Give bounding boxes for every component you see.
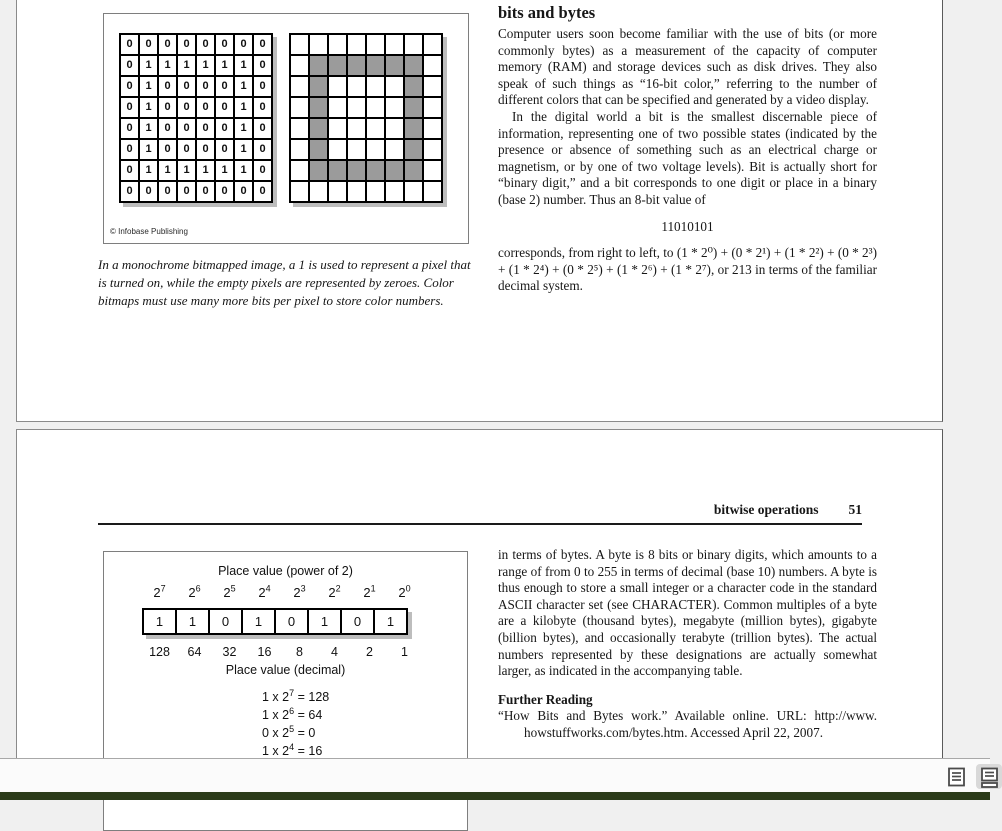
article-paragraph: In the digital world a bit is the smallest discernable piece of information, representing one of two possible states (indicated by the presence or absence of something such as an electrical charge or magnetism, or by one of two voltage levels). Bit is actually short for “binary digit,” and a bit corresponds to one digit or place in a binary (base 2) number. Thus an 8-bit value of <box>498 108 877 207</box>
bit-cell: 1 <box>178 161 195 180</box>
decimal-value: 1 <box>401 645 408 659</box>
bit-cell: 1 <box>235 56 252 75</box>
pixel-cell-on <box>310 140 327 159</box>
power-label: $2^4$ <box>258 583 271 600</box>
pixel-cell-off <box>386 77 403 96</box>
bit-cell: 0 <box>216 98 233 117</box>
byte-bit-cell: 1 <box>241 608 276 635</box>
pixel-cell-off <box>386 182 403 201</box>
pixel-cell-off <box>329 119 346 138</box>
pixel-cell-off <box>291 35 308 54</box>
bit-cell: 1 <box>235 98 252 117</box>
bit-cell: 1 <box>197 161 214 180</box>
pixel-cell-off <box>386 119 403 138</box>
article-heading: bits and bytes <box>498 3 596 22</box>
bit-cell: 0 <box>254 77 271 96</box>
pixel-cell-off <box>424 98 441 117</box>
running-header-title: bitwise operations <box>713 502 819 517</box>
pixel-cell-off <box>329 77 346 96</box>
pixel-cell-off <box>310 182 327 201</box>
calc-line: 1 x $2^4 = 16$ <box>262 741 323 758</box>
bit-cell: 0 <box>216 35 233 54</box>
pixel-cell-on <box>348 161 365 180</box>
power-label: $2^3$ <box>293 583 306 600</box>
bit-cell: 1 <box>159 161 176 180</box>
bit-cell: 0 <box>254 119 271 138</box>
pixel-cell-off <box>348 182 365 201</box>
bit-cell: 0 <box>178 119 195 138</box>
decimal-value: 64 <box>187 645 202 659</box>
decimal-value: 32 <box>222 645 237 659</box>
pixel-cell-off <box>348 98 365 117</box>
pixel-cell-on <box>367 56 384 75</box>
page-number: 51 <box>848 502 862 517</box>
bit-cell: 0 <box>159 119 176 138</box>
power-labels-row <box>142 585 422 600</box>
bit-cell: 0 <box>178 77 195 96</box>
bit-cell: 0 <box>178 182 195 201</box>
viewer-bottom-toolbar <box>0 758 990 792</box>
pixel-cell-off <box>291 98 308 117</box>
pixel-cell-off <box>424 140 441 159</box>
bit-cell: 0 <box>178 98 195 117</box>
bit-cell: 0 <box>197 182 214 201</box>
bit-cell: 0 <box>140 35 157 54</box>
bit-cells-row <box>142 608 408 635</box>
header-rule <box>98 523 862 525</box>
bit-cell: 0 <box>235 182 252 201</box>
pixel-cell-on <box>310 56 327 75</box>
bit-cell: 0 <box>216 140 233 159</box>
pixel-cell-on <box>386 56 403 75</box>
pixel-cell-on <box>310 98 327 117</box>
power-label: $2^0$ <box>398 583 411 600</box>
byte-bit-cell: 1 <box>307 608 342 635</box>
pixel-cell-off <box>386 35 403 54</box>
bit-cell: 1 <box>140 161 157 180</box>
bit-cell: 0 <box>159 98 176 117</box>
decimal-value: 2 <box>366 645 373 659</box>
bit-cell: 0 <box>159 182 176 201</box>
bit-cell: 1 <box>140 56 157 75</box>
reference-entry: “How Bits and Bytes work.” Available online. URL: http://www. howstuffworks.com/bytes.htm. Accessed April 22, 2007. <box>498 708 877 740</box>
decimal-values-row <box>142 645 422 659</box>
power-label: $2^1$ <box>363 583 376 600</box>
pixel-cell-on <box>329 161 346 180</box>
bit-cell: 0 <box>254 182 271 201</box>
pixel-cell-off <box>348 35 365 54</box>
pixel-cell-off <box>329 35 346 54</box>
pixel-cell-off <box>405 182 422 201</box>
pixel-cell-off <box>424 119 441 138</box>
bit-cell: 0 <box>121 140 138 159</box>
byte-bit-cell: 0 <box>274 608 309 635</box>
bit-cell: 0 <box>159 77 176 96</box>
pixel-cell-off <box>386 98 403 117</box>
bit-cell: 0 <box>178 35 195 54</box>
bit-cell: 0 <box>159 35 176 54</box>
pixel-cell-off <box>367 98 384 117</box>
bit-cell: 1 <box>235 140 252 159</box>
pixel-cell-off <box>424 77 441 96</box>
running-header <box>98 502 862 518</box>
power-label: $2^6$ <box>188 583 201 600</box>
pixel-cell-on <box>405 77 422 96</box>
power-label: $2^5$ <box>223 583 236 600</box>
pixel-cell-on <box>405 119 422 138</box>
bit-cell: 0 <box>140 182 157 201</box>
decimal-value: 16 <box>257 645 272 659</box>
pixel-cell-off <box>291 119 308 138</box>
bit-cell: 1 <box>197 56 214 75</box>
bit-cell: 0 <box>197 77 214 96</box>
pixel-cell-off <box>348 77 365 96</box>
article-paragraph: Computer users soon become familiar with the use of bits (or more commonly bytes) as a measurement of the capacity of computer memory (RAM) and storage devices such as disk drives. They also speak of such things as “16-bit color,” referring to the number of different colors that can be specified and generated by a video display. <box>498 26 877 108</box>
pixel-cell-off <box>291 56 308 75</box>
article-column-1 <box>498 3 877 295</box>
pixel-cell-on <box>310 161 327 180</box>
bit-cell: 0 <box>216 182 233 201</box>
byte-bit-cell: 1 <box>175 608 210 635</box>
document-page-1 <box>16 0 943 422</box>
document-page-2 <box>16 429 943 758</box>
bit-cell: 0 <box>216 77 233 96</box>
bit-grid <box>119 33 273 203</box>
pixel-cell-on <box>329 56 346 75</box>
bit-cell: 1 <box>235 119 252 138</box>
pixel-cell-off <box>291 161 308 180</box>
bit-cell: 0 <box>254 161 271 180</box>
bit-cell: 0 <box>121 77 138 96</box>
article-paragraph: corresponds, from right to left, to (1 * 2⁰) + (0 * 2¹) + (1 * 2²) + (0 * 2³) + (1 * 2⁴) + (0 * 2⁵) + (1 * 2⁶) + (1 * 2⁷), or 213 in terms of the familiar decimal system. <box>498 245 877 294</box>
bit-cell: 1 <box>235 77 252 96</box>
pixel-cell-on <box>405 56 422 75</box>
pixel-cell-on <box>405 140 422 159</box>
figure-bottom-caption: Place value (decimal) <box>225 663 346 677</box>
article-paragraph: in terms of bytes. A byte is 8 bits or binary digits, which amounts to a range of from 0 to 255 in terms of decimal (base 10) numbers. A byte is thus enough to store a small integer or a character code in the standard ASCII character set (see CHARACTER). Common multiples of a byte are a kilobyte (thousand bytes), megabyte (million bytes), gigabyte (billion bytes), and occasionally terabyte (trillion bytes). The actual numbers represented by these designations are actually somewhat larger, as indicated in the accompanying table. <box>498 547 877 679</box>
bit-cell: 1 <box>178 56 195 75</box>
pixel-cell-off <box>367 119 384 138</box>
figure-caption: In a monochrome bitmapped image, a 1 is used to represent a pixel that is turned on, while the empty pixels are represented by zeroes. Color bitmaps must use many more bits per pixel to store color numbers. <box>98 257 471 308</box>
pixel-cell-off <box>424 35 441 54</box>
bit-cell: 0 <box>121 161 138 180</box>
bit-cell: 0 <box>197 119 214 138</box>
pixel-cell-off <box>329 182 346 201</box>
decimal-value: 128 <box>149 645 170 659</box>
decimal-value: 4 <box>331 645 338 659</box>
pixel-cell-off <box>405 35 422 54</box>
pixel-grid <box>289 33 443 203</box>
bit-cell: 1 <box>235 161 252 180</box>
figure-credit: © Infobase Publishing <box>110 227 188 236</box>
bit-cell: 1 <box>140 98 157 117</box>
bit-cell: 0 <box>197 140 214 159</box>
power-label: $2^2$ <box>328 583 341 600</box>
pixel-cell-on <box>367 161 384 180</box>
continuous-page-view-button[interactable] <box>976 764 1002 789</box>
pixel-cell-off <box>291 140 308 159</box>
bit-cell: 1 <box>216 56 233 75</box>
bit-cell: 0 <box>254 35 271 54</box>
calc-line: 1 x $2^6 = 64$ <box>262 705 323 722</box>
pixel-cell-off <box>329 140 346 159</box>
bit-cell: 0 <box>197 98 214 117</box>
pixel-cell-off <box>367 140 384 159</box>
bit-cell: 0 <box>121 119 138 138</box>
pixel-cell-on <box>348 56 365 75</box>
bit-cell: 0 <box>121 182 138 201</box>
figure-top-caption: Place value (power of 2) <box>218 564 353 578</box>
bit-cell: 0 <box>254 98 271 117</box>
pixel-cell-on <box>386 161 403 180</box>
bit-cell: 1 <box>140 140 157 159</box>
pixel-cell-off <box>424 161 441 180</box>
bit-cell: 0 <box>121 56 138 75</box>
bit-cell: 1 <box>140 77 157 96</box>
bit-cell: 0 <box>121 35 138 54</box>
bit-cell: 0 <box>235 35 252 54</box>
pixel-cell-off <box>310 35 327 54</box>
pixel-cell-on <box>310 119 327 138</box>
bit-cell: 0 <box>178 140 195 159</box>
calc-line: 0 x $2^5 = 0$ <box>262 723 316 740</box>
bit-cell: 0 <box>254 140 271 159</box>
decimal-value: 8 <box>296 645 303 659</box>
byte-bit-cell: 1 <box>373 608 408 635</box>
further-reading-heading: Further Reading <box>498 691 593 707</box>
pixel-cell-off <box>291 182 308 201</box>
single-page-view-button[interactable] <box>943 764 969 789</box>
pixel-cell-off <box>348 119 365 138</box>
bit-cell: 0 <box>254 56 271 75</box>
article-column-2 <box>498 547 877 742</box>
pixel-cell-off <box>329 98 346 117</box>
calc-line: 1 x $2^7 = 128$ <box>262 687 330 704</box>
pixel-cell-off <box>367 35 384 54</box>
pixel-cell-off <box>424 182 441 201</box>
byte-bit-cell: 0 <box>208 608 243 635</box>
pixel-cell-on <box>405 98 422 117</box>
pixel-cell-off <box>291 77 308 96</box>
pixel-cell-off <box>367 182 384 201</box>
bit-cell: 1 <box>140 119 157 138</box>
bit-cell: 0 <box>216 119 233 138</box>
bitmap-figure <box>103 13 469 244</box>
taskbar <box>0 792 990 800</box>
bit-cell: 0 <box>121 98 138 117</box>
single-page-view-icon <box>947 767 966 787</box>
byte-bit-cell: 1 <box>142 608 177 635</box>
byte-bit-cell: 0 <box>340 608 375 635</box>
bit-cell: 1 <box>159 56 176 75</box>
pixel-cell-off <box>424 56 441 75</box>
binary-value: 11010101 <box>661 218 714 234</box>
pixel-cell-on <box>310 77 327 96</box>
bit-cell: 0 <box>197 35 214 54</box>
continuous-page-view-icon <box>980 767 999 787</box>
power-label: $2^7$ <box>153 583 166 600</box>
bit-cell: 0 <box>159 140 176 159</box>
pixel-cell-off <box>348 140 365 159</box>
bit-cell: 1 <box>216 161 233 180</box>
pixel-cell-off <box>367 77 384 96</box>
pixel-cell-on <box>405 161 422 180</box>
pixel-cell-off <box>386 140 403 159</box>
